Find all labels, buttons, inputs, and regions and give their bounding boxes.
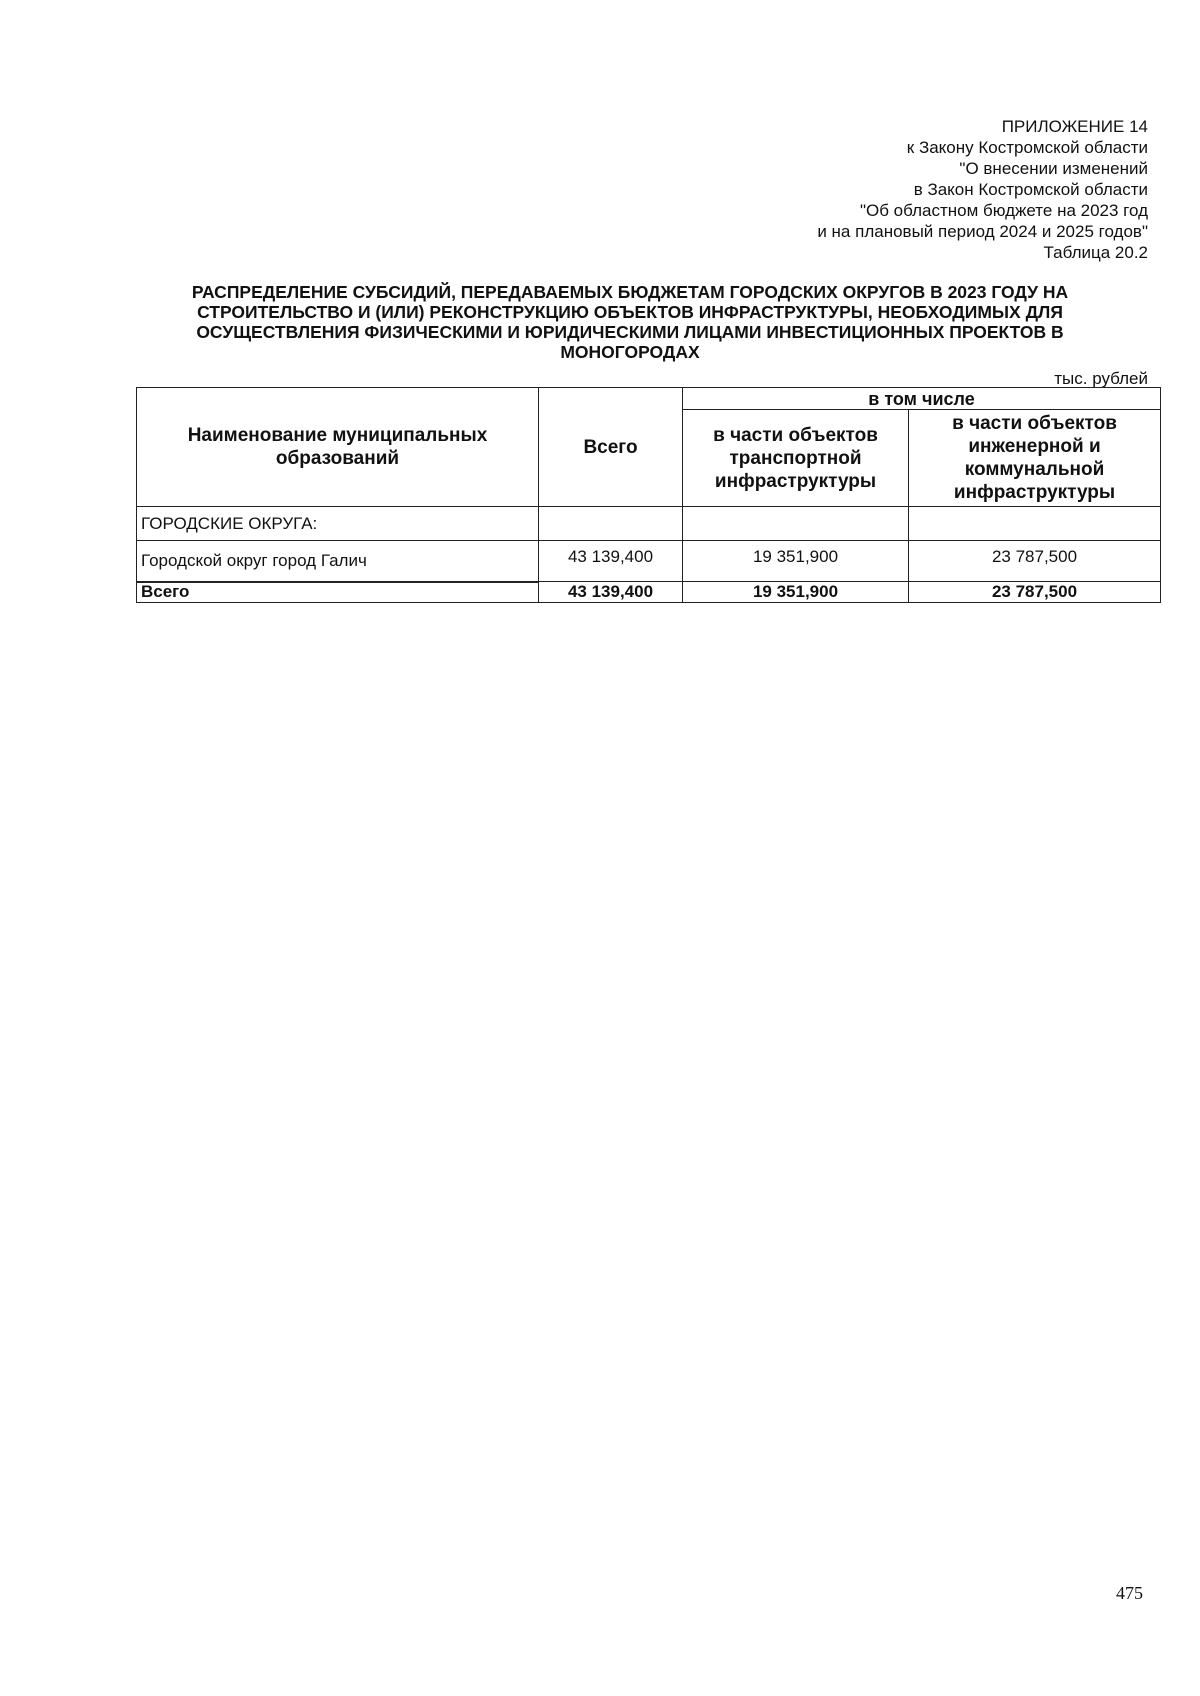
total-label: Всего	[137, 582, 539, 603]
subsidy-table	[136, 387, 1161, 603]
municipality-name: Городской округ город Галич	[137, 541, 539, 582]
total-row	[137, 582, 1161, 603]
empty-cell	[539, 507, 683, 541]
grand-transport-value: 19 351,900	[683, 582, 909, 603]
appendix-line: ПРИЛОЖЕНИЕ 14	[1001, 117, 1148, 136]
appendix-line: и на плановый период 2024 и 2025 годов"	[817, 222, 1148, 241]
grand-engineering-value: 23 787,500	[909, 582, 1161, 603]
group-label: ГОРОДСКИЕ ОКРУГА:	[137, 507, 539, 541]
appendix-header	[588, 116, 1148, 263]
title-line: РАСПРЕДЕЛЕНИЕ СУБСИДИЙ, ПЕРЕДАВАЕМЫХ БЮДЖЕТАМ ГОРОДСКИХ ОКРУГОВ В 2023 ГОДУ НА	[191, 282, 1069, 302]
empty-cell	[909, 507, 1161, 541]
header-including: в том числе	[683, 388, 1161, 410]
header-engineering: в части объектов инженерной и коммунальной инфраструктуры	[909, 410, 1161, 507]
title-line: ОСУЩЕСТВЛЕНИЯ ФИЗИЧЕСКИМИ И ЮРИДИЧЕСКИМИ ЛИЦАМИ ИНВЕСТИЦИОННЫХ ПРОЕКТОВ В	[196, 322, 1064, 342]
page-number: 475	[1116, 1583, 1143, 1603]
header-total: Всего	[539, 388, 683, 507]
engineering-value: 23 787,500	[909, 541, 1161, 582]
units-label: тыс. рублей	[1054, 369, 1148, 388]
header-municipality: Наименование муниципальных образований	[137, 388, 539, 507]
title-line: МОНОГОРОДАХ	[560, 342, 700, 362]
transport-value: 19 351,900	[683, 541, 909, 582]
grand-total-value: 43 139,400	[539, 582, 683, 603]
appendix-line: в Закон Костромской области	[913, 180, 1148, 199]
appendix-line: "О внесении изменений	[959, 159, 1148, 178]
empty-cell	[683, 507, 909, 541]
table-row	[137, 541, 1161, 582]
appendix-line: "Об областном бюджете на 2023 год	[859, 201, 1148, 220]
table-row	[137, 507, 1161, 541]
document-title	[150, 282, 1110, 362]
appendix-line: к Закону Костромской области	[906, 138, 1148, 157]
total-value: 43 139,400	[539, 541, 683, 582]
title-line: СТРОИТЕЛЬСТВО И (ИЛИ) РЕКОНСТРУКЦИЮ ОБЪЕКТОВ ИНФРАСТРУКТУРЫ, НЕОБХОДИМЫХ ДЛЯ	[197, 302, 1063, 322]
header-transport: в части объектов транспортной инфраструктуры	[683, 410, 909, 507]
table-number: Таблица 20.2	[1043, 243, 1148, 262]
